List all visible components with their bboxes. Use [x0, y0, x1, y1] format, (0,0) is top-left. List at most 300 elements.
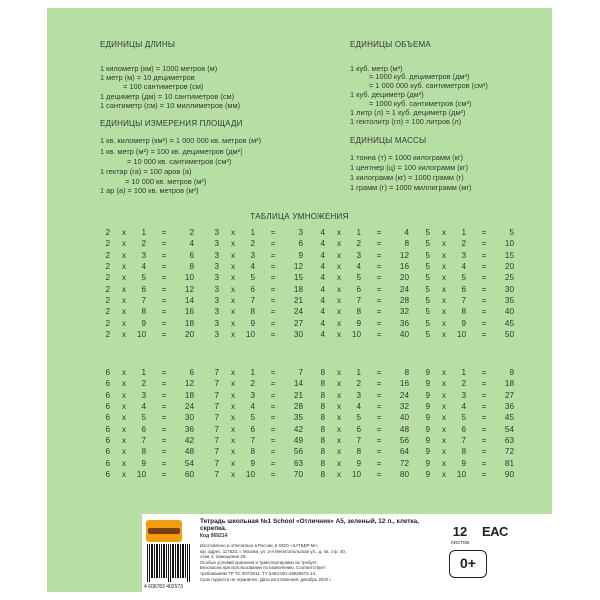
multiplication-cell: 9	[425, 402, 430, 412]
multiplication-cell: x	[121, 424, 127, 434]
multiplication-cell: 4	[404, 228, 409, 237]
multiplication-cell: x	[336, 239, 342, 249]
multiplication-cell: 5	[425, 284, 430, 294]
multiplication-cell: 9	[509, 368, 514, 377]
multiplication-cell: =	[376, 239, 382, 249]
multiplication-cell: 24	[184, 402, 194, 412]
multiplication-cell: x	[441, 318, 447, 328]
multiplication-cell: 6	[356, 284, 361, 294]
multiplication-cell: 3	[214, 273, 219, 283]
multiplication-cell: 4	[141, 402, 146, 412]
multiplication-cell: =	[376, 250, 382, 260]
multiplication-cell: 40	[504, 307, 514, 317]
multiplication-cell: 8	[141, 447, 146, 457]
multiplication-cell: 6	[250, 284, 255, 294]
multiplication-row	[100, 295, 200, 306]
multiplication-cell: 4	[320, 318, 325, 328]
multiplication-cell: =	[481, 390, 487, 400]
multiplication-cell: 3	[214, 239, 219, 249]
multiplication-cell: 9	[425, 458, 430, 468]
volume-line: = 1000 куб. дециметров (дм³)	[369, 72, 470, 81]
multiplication-cell: x	[441, 436, 447, 446]
multiplication-cell: x	[230, 436, 236, 446]
multiplication-block-2	[100, 227, 200, 340]
multiplication-cell: 12	[293, 262, 303, 272]
multiplication-cell: x	[230, 318, 236, 328]
multiplication-cell: 2	[105, 284, 110, 294]
multiplication-cell: 15	[293, 273, 303, 283]
multiplication-cell: x	[230, 402, 236, 412]
multiplication-cell: =	[481, 413, 487, 423]
multiplication-cell: 42	[293, 424, 303, 434]
multiplication-cell: 7	[214, 436, 219, 446]
multiplication-cell: =	[270, 307, 276, 317]
multiplication-row	[420, 367, 520, 378]
multiplication-row	[420, 390, 520, 401]
multiplication-cell: 8	[461, 307, 466, 317]
multiplication-cell: 10	[456, 470, 466, 480]
multiplication-cell: x	[230, 330, 236, 340]
multiplication-row	[209, 284, 309, 295]
multiplication-row	[420, 435, 520, 446]
multiplication-cell: =	[481, 330, 487, 340]
multiplication-cell: 7	[214, 470, 219, 480]
multiplication-cell: 7	[250, 436, 255, 446]
multiplication-row	[209, 390, 309, 401]
multiplication-cell: x	[336, 458, 342, 468]
multiplication-cell: 1	[461, 368, 466, 377]
multiplication-cell: 9	[425, 379, 430, 389]
multiplication-cell: 7	[141, 296, 146, 306]
multiplication-row	[420, 329, 520, 340]
multiplication-row	[209, 446, 309, 457]
logo-icon	[146, 520, 182, 542]
multiplication-row	[100, 446, 200, 457]
multiplication-cell: 9	[461, 458, 466, 468]
multiplication-cell: =	[376, 262, 382, 272]
multiplication-cell: 3	[356, 250, 361, 260]
multiplication-cell: x	[441, 458, 447, 468]
multiplication-cell: 10	[504, 239, 514, 249]
multiplication-cell: =	[376, 458, 382, 468]
multiplication-cell: 5	[425, 228, 430, 237]
area-title: ЕДИНИЦЫ ИЗМЕРЕНИЯ ПЛОЩАДИ	[100, 119, 243, 128]
multiplication-cell: 8	[404, 368, 409, 377]
multiplication-cell: 8	[356, 307, 361, 317]
multiplication-cell: x	[336, 413, 342, 423]
multiplication-cell: 18	[184, 390, 194, 400]
mass-line: 1 грамм (г) = 1000 миллиграмм (мг)	[350, 183, 472, 192]
multiplication-cell: 6	[105, 402, 110, 412]
multiplication-cell: =	[270, 318, 276, 328]
multiplication-cell: 4	[461, 402, 466, 412]
multiplication-cell: 5	[425, 250, 430, 260]
multiplication-cell: 5	[425, 330, 430, 340]
multiplication-cell: x	[121, 379, 127, 389]
multiplication-cell: 6	[105, 390, 110, 400]
multiplication-cell: 3	[141, 390, 146, 400]
multiplication-cell: 4	[189, 239, 194, 249]
multiplication-cell: =	[376, 447, 382, 457]
multiplication-row	[209, 469, 309, 480]
multiplication-cell: 2	[105, 296, 110, 306]
multiplication-cell: =	[270, 390, 276, 400]
multiplication-cell: 56	[399, 436, 409, 446]
multiplication-cell: 4	[320, 296, 325, 306]
multiplication-row	[100, 367, 200, 378]
multiplication-cell: 8	[404, 239, 409, 249]
multiplication-cell: 9	[250, 458, 255, 468]
product-detail-line: Срок годности не ограничен. Дата изготовления: декабрь 2020 г.	[200, 576, 332, 582]
multiplication-cell: 7	[214, 390, 219, 400]
multiplication-cell: 8	[320, 436, 325, 446]
multiplication-cell: x	[121, 390, 127, 400]
product-detail-line: Особых условий хранения и транспортировки не требует.	[200, 559, 318, 565]
multiplication-cell: 16	[399, 262, 409, 272]
multiplication-cell: 3	[214, 262, 219, 272]
multiplication-cell: 7	[214, 447, 219, 457]
multiplication-cell: 36	[399, 318, 409, 328]
multiplication-cell: 2	[105, 239, 110, 249]
multiplication-cell: x	[336, 424, 342, 434]
multiplication-cell: 3	[461, 250, 466, 260]
multiplication-row	[420, 469, 520, 480]
multiplication-row	[420, 295, 520, 306]
multiplication-cell: =	[481, 239, 487, 249]
multiplication-cell: 5	[425, 273, 430, 283]
multiplication-cell: 45	[504, 413, 514, 423]
multiplication-row	[315, 435, 415, 446]
multiplication-cell: x	[121, 402, 127, 412]
multiplication-cell: x	[336, 390, 342, 400]
multiplication-cell: =	[270, 296, 276, 306]
multiplication-cell: x	[441, 330, 447, 340]
multiplication-cell: 63	[293, 458, 303, 468]
multiplication-cell: =	[376, 318, 382, 328]
multiplication-cell: 3	[214, 330, 219, 340]
area-line: 1 гектар (га) = 100 аров (а)	[100, 167, 192, 176]
multiplication-cell: 2	[105, 307, 110, 317]
multiplication-row	[420, 250, 520, 261]
multiplication-cell: 8	[320, 470, 325, 480]
multiplication-cell: =	[161, 250, 167, 260]
area-line: 1 кв. метр (м²) = 100 кв. дециметров (дм²)	[100, 147, 243, 156]
multiplication-cell: 7	[141, 436, 146, 446]
multiplication-cell: =	[161, 228, 167, 237]
multiplication-cell: 10	[245, 470, 255, 480]
multiplication-cell: 7	[298, 368, 303, 377]
multiplication-cell: 7	[214, 402, 219, 412]
multiplication-cell: 9	[461, 318, 466, 328]
multiplication-block-7	[209, 367, 309, 480]
multiplication-cell: 6	[141, 424, 146, 434]
multiplication-cell: =	[481, 458, 487, 468]
multiplication-cell: x	[441, 239, 447, 249]
multiplication-cell: x	[121, 239, 127, 249]
multiplication-cell: 2	[105, 262, 110, 272]
multiplication-cell: 3	[298, 228, 303, 237]
multiplication-cell: 24	[399, 390, 409, 400]
multiplication-row	[100, 424, 200, 435]
multiplication-row	[100, 390, 200, 401]
area-line: = 10 000 кв. метров (м²)	[125, 177, 207, 186]
multiplication-cell: 6	[189, 368, 194, 377]
length-line: 1 километр (км) = 1000 метров (м)	[100, 64, 218, 73]
multiplication-cell: =	[270, 458, 276, 468]
multiplication-cell: 14	[184, 296, 194, 306]
multiplication-cell: =	[376, 379, 382, 389]
multiplication-row	[315, 469, 415, 480]
multiplication-cell: 3	[214, 284, 219, 294]
multiplication-cell: 8	[320, 379, 325, 389]
multiplication-row	[315, 401, 415, 412]
multiplication-row	[420, 401, 520, 412]
multiplication-cell: 2	[461, 379, 466, 389]
notebook-cover	[47, 8, 552, 592]
multiplication-cell: 10	[136, 330, 146, 340]
multiplication-cell: =	[376, 273, 382, 283]
multiplication-cell: =	[161, 470, 167, 480]
multiplication-cell: x	[441, 284, 447, 294]
multiplication-cell: 9	[425, 436, 430, 446]
multiplication-cell: 3	[214, 250, 219, 260]
multiplication-cell: =	[376, 470, 382, 480]
multiplication-cell: =	[481, 318, 487, 328]
multiplication-cell: 48	[184, 447, 194, 457]
multiplication-cell: 36	[504, 402, 514, 412]
multiplication-cell: x	[336, 273, 342, 283]
multiplication-row	[100, 469, 200, 480]
multiplication-cell: 2	[141, 379, 146, 389]
multiplication-row	[100, 329, 200, 340]
multiplication-cell: =	[376, 368, 382, 377]
multiplication-cell: x	[121, 470, 127, 480]
product-title: Тетрадь школьная №1 School «Отличник» А5, зеленый, 12 л., клетка, скрепка.	[200, 518, 419, 533]
multiplication-cell: x	[230, 262, 236, 272]
multiplication-cell: x	[121, 273, 127, 283]
multiplication-cell: x	[441, 368, 447, 377]
multiplication-cell: x	[441, 413, 447, 423]
multiplication-cell: 6	[105, 368, 110, 377]
multiplication-row	[315, 272, 415, 283]
multiplication-cell: 5	[356, 413, 361, 423]
multiplication-cell: 5	[425, 239, 430, 249]
multiplication-cell: 3	[461, 390, 466, 400]
multiplication-block-4	[315, 227, 415, 340]
multiplication-cell: x	[441, 273, 447, 283]
multiplication-cell: x	[230, 284, 236, 294]
multiplication-cell: =	[161, 307, 167, 317]
multiplication-cell: x	[336, 330, 342, 340]
multiplication-row	[420, 378, 520, 389]
multiplication-cell: 6	[189, 250, 194, 260]
product-detail-line: Безопасна при использовании по назначению. Соответствует	[200, 565, 326, 571]
multiplication-row	[315, 261, 415, 272]
multiplication-cell: 3	[356, 390, 361, 400]
multiplication-row	[100, 261, 200, 272]
multiplication-cell: 2	[189, 228, 194, 237]
multiplication-cell: 3	[214, 318, 219, 328]
multiplication-cell: 40	[399, 413, 409, 423]
multiplication-cell: 20	[504, 262, 514, 272]
multiplication-cell: 8	[189, 262, 194, 272]
multiplication-cell: 14	[293, 379, 303, 389]
multiplication-row	[420, 261, 520, 272]
multiplication-cell: 7	[356, 436, 361, 446]
multiplication-cell: =	[161, 262, 167, 272]
multiplication-cell: 2	[356, 239, 361, 249]
multiplication-cell: x	[336, 318, 342, 328]
multiplication-cell: x	[336, 250, 342, 260]
multiplication-cell: 7	[461, 296, 466, 306]
multiplication-cell: x	[336, 436, 342, 446]
multiplication-cell: 50	[504, 330, 514, 340]
multiplication-cell: x	[336, 447, 342, 457]
multiplication-cell: 7	[250, 296, 255, 306]
multiplication-cell: x	[230, 470, 236, 480]
multiplication-cell: 6	[105, 379, 110, 389]
multiplication-cell: 9	[425, 424, 430, 434]
multiplication-cell: =	[481, 250, 487, 260]
multiplication-cell: =	[270, 250, 276, 260]
mass-line: 1 тонна (т) = 1000 килограмм (кг)	[350, 153, 463, 162]
multiplication-cell: 2	[141, 239, 146, 249]
multiplication-cell: x	[121, 368, 127, 377]
multiplication-cell: 5	[509, 228, 514, 237]
barcode-number: 4 606782 402573	[144, 584, 183, 590]
multiplication-cell: 54	[184, 458, 194, 468]
multiplication-cell: 25	[504, 273, 514, 283]
sheets-count: 12	[452, 524, 468, 539]
multiplication-cell: x	[336, 379, 342, 389]
multiplication-cell: =	[481, 470, 487, 480]
multiplication-cell: 5	[425, 307, 430, 317]
multiplication-cell: x	[441, 296, 447, 306]
length-line: 1 сантиметр (см) = 10 миллиметров (мм)	[100, 101, 241, 110]
multiplication-cell: 4	[356, 402, 361, 412]
multiplication-cell: 18	[184, 318, 194, 328]
multiplication-cell: 30	[504, 284, 514, 294]
volume-line: = 1000 куб. сантиметров (см³)	[369, 99, 472, 108]
multiplication-cell: =	[270, 228, 276, 237]
multiplication-cell: x	[336, 284, 342, 294]
multiplication-cell: 1	[356, 228, 361, 237]
volume-line: = 1 000 000 куб. сантиметров (см³)	[369, 81, 488, 90]
multiplication-row	[315, 284, 415, 295]
multiplication-cell: 6	[105, 424, 110, 434]
multiplication-cell: x	[230, 413, 236, 423]
multiplication-cell: 21	[293, 390, 303, 400]
multiplication-cell: x	[230, 390, 236, 400]
multiplication-cell: 9	[356, 318, 361, 328]
product-code: Код 069214	[200, 533, 228, 539]
multiplication-cell: 9	[141, 318, 146, 328]
multiplication-cell: 16	[399, 379, 409, 389]
multiplication-cell: 4	[320, 250, 325, 260]
multiplication-cell: 2	[105, 250, 110, 260]
multiplication-cell: =	[376, 284, 382, 294]
multiplication-cell: 5	[461, 273, 466, 283]
multiplication-cell: 32	[399, 402, 409, 412]
multiplication-cell: 6	[105, 470, 110, 480]
multiplication-cell: 70	[293, 470, 303, 480]
multiplication-cell: =	[161, 424, 167, 434]
multiplication-cell: =	[376, 424, 382, 434]
multiplication-cell: =	[270, 470, 276, 480]
multiplication-cell: 9	[425, 413, 430, 423]
multiplication-row	[315, 306, 415, 317]
multiplication-cell: 5	[250, 273, 255, 283]
multiplication-row	[420, 227, 520, 238]
multiplication-cell: 6	[141, 284, 146, 294]
multiplication-block-8	[315, 367, 415, 480]
multiplication-cell: 3	[250, 250, 255, 260]
multiplication-row	[100, 238, 200, 249]
multiplication-cell: 4	[320, 307, 325, 317]
multiplication-row	[209, 318, 309, 329]
multiplication-cell: 2	[461, 239, 466, 249]
multiplication-cell: =	[481, 402, 487, 412]
mass-line: 1 килограмм (кг) = 1000 грамм (г)	[350, 173, 464, 182]
multiplication-cell: x	[230, 447, 236, 457]
multiplication-cell: 80	[399, 470, 409, 480]
multiplication-cell: =	[161, 318, 167, 328]
multiplication-cell: 12	[184, 379, 194, 389]
multiplication-cell: 6	[461, 424, 466, 434]
multiplication-cell: =	[270, 379, 276, 389]
multiplication-cell: x	[441, 307, 447, 317]
multiplication-cell: x	[441, 379, 447, 389]
multiplication-cell: x	[336, 228, 342, 237]
multiplication-cell: 1	[250, 368, 255, 377]
multiplication-cell: 16	[184, 307, 194, 317]
multiplication-cell: 5	[141, 273, 146, 283]
multiplication-row	[209, 250, 309, 261]
multiplication-row	[315, 295, 415, 306]
multiplication-cell: 9	[250, 318, 255, 328]
multiplication-cell: =	[481, 307, 487, 317]
multiplication-cell: 5	[425, 296, 430, 306]
multiplication-cell: x	[441, 447, 447, 457]
multiplication-cell: 4	[320, 330, 325, 340]
multiplication-cell: 2	[105, 318, 110, 328]
multiplication-cell: x	[121, 250, 127, 260]
multiplication-cell: 4	[250, 402, 255, 412]
multiplication-row	[315, 424, 415, 435]
multiplication-cell: 30	[293, 330, 303, 340]
multiplication-cell: =	[481, 447, 487, 457]
multiplication-cell: 81	[504, 458, 514, 468]
multiplication-cell: 3	[141, 250, 146, 260]
multiplication-cell: x	[441, 424, 447, 434]
multiplication-cell: x	[230, 368, 236, 377]
multiplication-cell: =	[270, 436, 276, 446]
area-line: 1 ар (а) = 100 кв. метров (м²)	[100, 186, 199, 195]
multiplication-cell: =	[161, 368, 167, 377]
multiplication-cell: x	[121, 436, 127, 446]
multiplication-row	[209, 295, 309, 306]
multiplication-cell: 30	[184, 413, 194, 423]
multiplication-cell: 8	[320, 458, 325, 468]
multiplication-row	[420, 238, 520, 249]
multiplication-cell: 64	[399, 447, 409, 457]
multiplication-cell: 4	[320, 228, 325, 237]
multiplication-cell: =	[161, 296, 167, 306]
multiplication-cell: 7	[356, 296, 361, 306]
multiplication-row	[315, 378, 415, 389]
multiplication-cell: 4	[141, 262, 146, 272]
multiplication-block-6	[100, 367, 200, 480]
